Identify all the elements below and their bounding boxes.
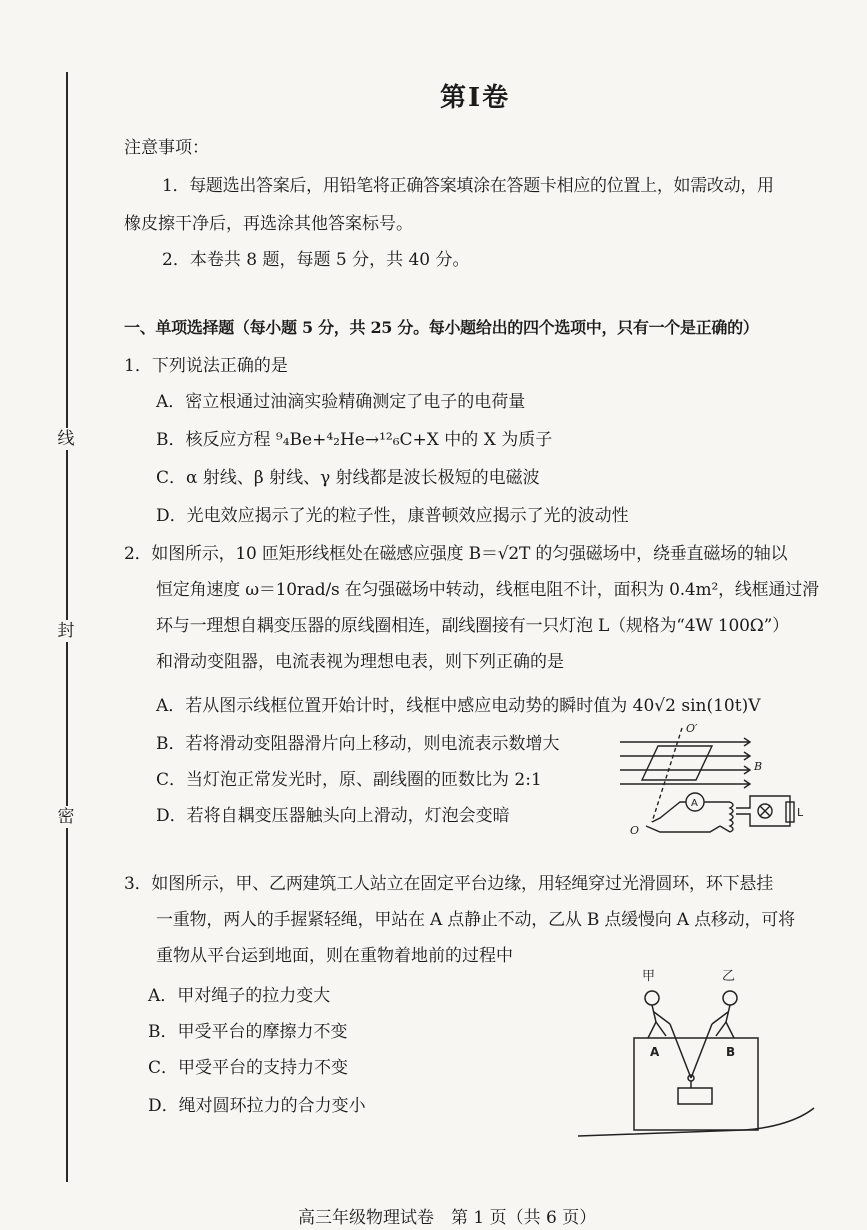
- q2-option-c: C．当灯泡正常发光时，原、副线圈的匝数比为 2:1: [156, 770, 542, 790]
- q3-stem-line-1: 3．如图所示，甲、乙两建筑工人站立在固定平台边缘，用轻绳穿过光滑圆环，环下悬挂: [124, 874, 774, 894]
- q2-circuit-figure: [600, 722, 810, 842]
- q1-option-d: D．光电效应揭示了光的粒子性，康普顿效应揭示了光的波动性: [156, 506, 629, 526]
- page-footer: 高三年级物理试卷 第 1 页（共 6 页）: [298, 1208, 597, 1228]
- q3-option-a: A．甲对绳子的拉力变大: [148, 986, 331, 1006]
- margin-label-seal: 封: [54, 620, 78, 642]
- margin-label-secret: 密: [54, 806, 78, 828]
- q1-option-a: A．密立根通过油滴实验精确测定了电子的电荷量: [156, 392, 526, 412]
- q2-stem-line-1: 2．如图所示，10 匝矩形线框处在磁感应强度 B＝√2T 的匀强磁场中，绕垂直磁场的轴以: [124, 544, 788, 564]
- fig-label-lamp: L: [797, 806, 804, 819]
- fig-label-jia: 甲: [642, 969, 656, 984]
- q2-stem-line-3: 环与一理想自耦变压器的原线圈相连，副线圈接有一只灯泡 L（规格为“4W 100Ω”）: [156, 616, 789, 636]
- q2-stem-line-2: 恒定角速度 ω＝10rad/s 在匀强磁场中转动，线框电阻不计，面积为 0.4m²，线框通过滑: [156, 580, 819, 600]
- q2-option-d: D．若将自耦变压器触头向上滑动，灯泡会变暗: [156, 806, 510, 826]
- q3-platform-figure: [574, 960, 824, 1150]
- section-heading: 一、单项选择题（每小题 5 分，共 25 分。每小题给出的四个选项中，只有一个是正确的）: [124, 318, 759, 337]
- q3-option-c: C．甲受平台的支持力不变: [148, 1058, 349, 1078]
- fig-label-a: A: [650, 1045, 660, 1059]
- q2-option-b: B．若将滑动变阻器滑片向上移动，则电流表示数增大: [156, 734, 560, 754]
- fig-label-ammeter: A: [691, 798, 698, 809]
- q1-stem: 1．下列说法正确的是: [124, 356, 288, 376]
- q2-option-a: A．若从图示线框位置开始计时，线框中感应电动势的瞬时值为 40√2 sin(10t)V: [156, 696, 761, 716]
- page-title: 第Ⅰ卷: [440, 83, 511, 113]
- fig-label-b: B: [754, 760, 763, 773]
- fig-label-yi: 乙: [722, 969, 736, 984]
- notice-item-2: 2．本卷共 8 题，每题 5 分，共 40 分。: [162, 250, 470, 270]
- fig-label-o: O: [630, 824, 640, 837]
- margin-label-line: 线: [54, 428, 78, 450]
- q3-stem-line-2: 一重物，两人的手握紧轻绳，甲站在 A 点静止不动，乙从 B 点缓慢向 A 点移动，可将: [156, 910, 795, 930]
- fig-label-o-prime: O′: [686, 722, 698, 735]
- notice-item-1-cont: 橡皮擦干净后，再选涂其他答案标号。: [124, 214, 413, 234]
- q3-option-b: B．甲受平台的摩擦力不变: [148, 1022, 348, 1042]
- q3-option-d: D．绳对圆环拉力的合力变小: [148, 1096, 366, 1116]
- q1-option-b: B．核反应方程 ⁹₄Be+⁴₂He→¹²₆C+X 中的 X 为质子: [156, 430, 553, 450]
- notice-item-1: 1．每题选出答案后，用铅笔将正确答案填涂在答题卡相应的位置上，如需改动，用: [162, 176, 774, 196]
- fig-label-b: B: [726, 1045, 736, 1059]
- notice-heading: 注意事项：: [124, 138, 209, 158]
- q1-option-c: C．α 射线、β 射线、γ 射线都是波长极短的电磁波: [156, 468, 540, 488]
- q3-stem-line-3: 重物从平台运到地面，则在重物着地前的过程中: [156, 946, 513, 966]
- q2-stem-line-4: 和滑动变阻器，电流表视为理想电表，则下列正确的是: [156, 652, 564, 672]
